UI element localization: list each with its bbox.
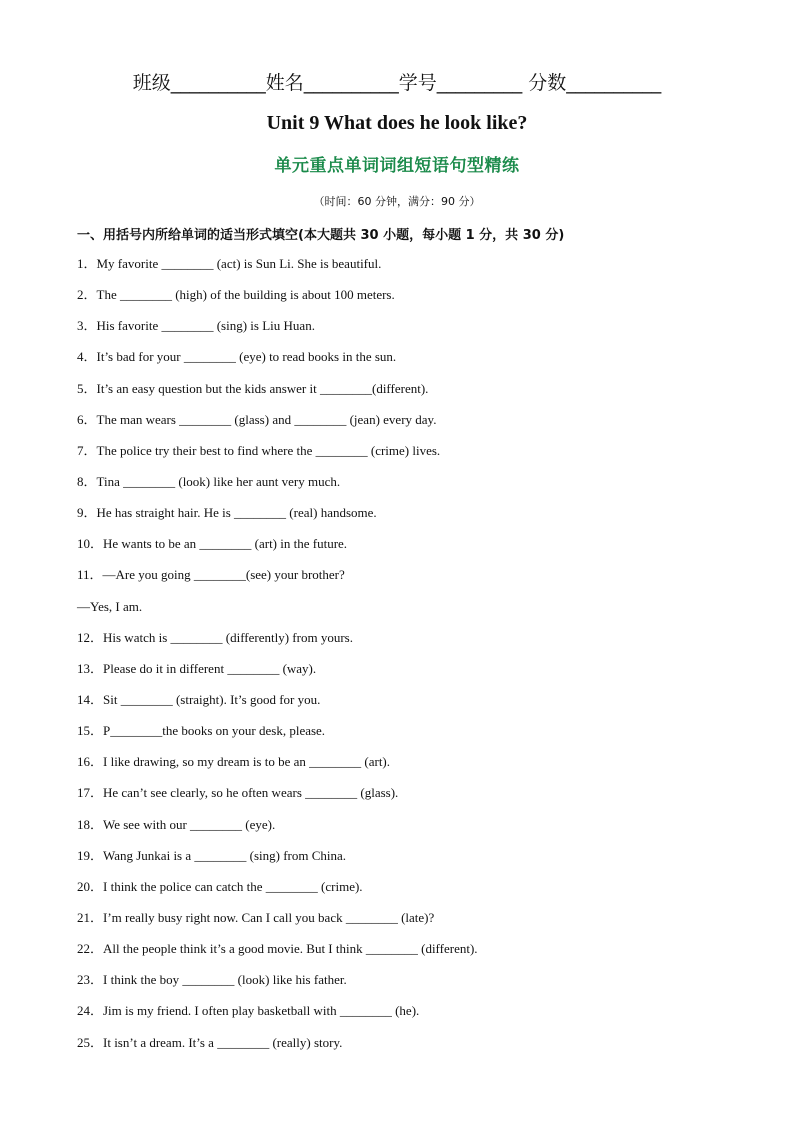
- name-blank: __________: [303, 72, 399, 94]
- class-blank: __________: [170, 72, 266, 94]
- score-label: 分数: [528, 72, 567, 94]
- question-item: 13．Please do it in different ________ (way).: [77, 660, 317, 676]
- question-item: 18．We see with our ________ (eye).: [77, 816, 276, 832]
- question-item: 25．It isn’t a dream. It’s a ________ (really) story.: [77, 1034, 343, 1050]
- question-item: 6．The man wears ________ (glass) and ________ (jean) every day.: [77, 411, 437, 427]
- question-item: 12．His watch is ________ (differently) from yours.: [77, 629, 353, 645]
- question-answer-line: —Yes, I am.: [77, 598, 143, 614]
- question-item: 17．He can’t see clearly, so he often wears ________ (glass).: [77, 785, 399, 801]
- question-item: 7．The police try their best to find where the ________ (crime) lives.: [77, 442, 441, 458]
- question-item: 24．Jim is my friend. I often play basketball with ________ (he).: [77, 1003, 420, 1019]
- question-item: 1．My favorite ________ (act) is Sun Li. She is beautiful.: [77, 256, 382, 271]
- question-list: [77, 255, 737, 1065]
- student-info-line: [0, 68, 794, 95]
- question-item: 21．I’m really busy right now. Can I call you back ________ (late)?: [77, 909, 435, 925]
- question-item: 22．All the people think it’s a good movie. But I think ________ (different).: [77, 941, 478, 957]
- class-label: 班级: [132, 72, 171, 94]
- student-number-blank: _________: [436, 72, 523, 94]
- question-item: 19．Wang Junkai is a ________ (sing) from China.: [77, 847, 347, 863]
- question-item: 8．Tina ________ (look) like her aunt very much.: [77, 473, 341, 489]
- question-item: 4．It’s bad for your ________ (eye) to read books in the sun.: [77, 349, 397, 365]
- question-item: 9．He has straight hair. He is ________ (real) handsome.: [77, 505, 377, 521]
- question-item: 15．P________the books on your desk, please.: [77, 723, 326, 739]
- unit-title: Unit 9 What does he look like?: [266, 112, 528, 134]
- section-heading: 一、用括号内所给单词的适当形式填空(本大题共 30 小题，每小题 1 分，共 30 分): [77, 228, 565, 243]
- question-item: 16．I like drawing, so my dream is to be an ________ (art).: [77, 754, 391, 770]
- question-item: 23．I think the boy ________ (look) like his father.: [77, 972, 347, 988]
- worksheet-subtitle: 单元重点单词词组短语句型精练: [274, 156, 520, 176]
- question-item: 5．It’s an easy question but the kids answer it ________(different).: [77, 380, 429, 396]
- name-label: 姓名: [265, 72, 304, 94]
- student-number-label: 学号: [398, 72, 437, 94]
- question-item: 10．He wants to be an ________ (art) in the future.: [77, 536, 348, 552]
- time-and-score-note: （时间：60 分钟，满分：90 分）: [313, 195, 481, 208]
- question-item: 3．His favorite ________ (sing) is Liu Huan.: [77, 318, 315, 334]
- question-item: 2．The ________ (high) of the building is about 100 meters.: [77, 287, 395, 303]
- question-item: 14．Sit ________ (straight). It’s good for you.: [77, 691, 321, 707]
- score-blank: __________: [566, 72, 662, 94]
- question-item: 20．I think the police can catch the ________ (crime).: [77, 878, 363, 894]
- question-item: 11．—Are you going ________(see) your brother?: [77, 567, 345, 583]
